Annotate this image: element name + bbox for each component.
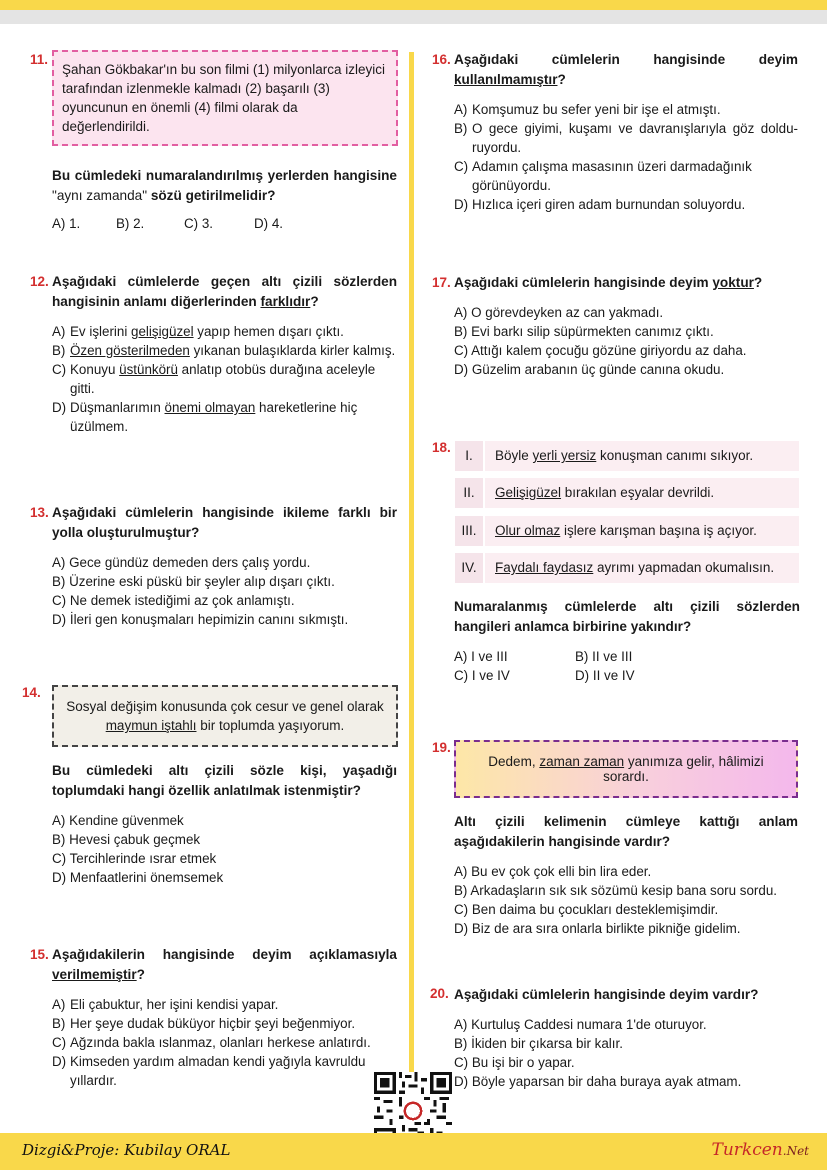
option-c[interactable]: C) Ben daima bu çocukları desteklemişimdir. xyxy=(454,902,719,917)
question-number: 14. xyxy=(22,685,41,700)
question-16 xyxy=(432,50,804,214)
question-19 xyxy=(432,740,804,938)
option-d[interactable]: D) Hızlıca içeri giren adam burnundan soluyordu. xyxy=(454,197,746,212)
question-number: 11. xyxy=(30,52,49,67)
option-d[interactable]: D) Güzelim arabanın üç günde canına okudu. xyxy=(454,362,725,377)
question-number: 15. xyxy=(30,947,49,962)
question-16-options xyxy=(454,100,798,214)
option-c[interactable]: C) Ne demek istediğimi az çok anlamıştı. xyxy=(52,593,295,608)
option-a[interactable]: A) Eli çabuktur, her işini kendisi yapar. xyxy=(52,997,279,1012)
question-19-stem: Altı çizili kelimenin cümleye kattığı anlam aşağıdakilerin hangisinde vardır? xyxy=(454,814,798,849)
option-c[interactable]: C) Tercihlerinde ısrar etmek xyxy=(52,851,217,866)
statement-4: IV. Faydalı faydasız ayrımı yapmadan okumalısın. xyxy=(455,553,799,583)
question-18-number: 18. xyxy=(432,440,451,455)
question-19-passage: Dedem, zaman zaman yanımıza gelir, hâlimizi sorardı. xyxy=(454,740,798,798)
statement-2: II. Gelişigüzel bırakılan eşyalar devrildi. xyxy=(455,478,799,508)
question-11-options xyxy=(52,216,400,231)
column-divider xyxy=(409,52,414,1072)
question-12-options xyxy=(52,322,397,436)
option-b[interactable]: B) Hevesi çabuk geçmek xyxy=(52,832,201,847)
question-number: 17. xyxy=(432,275,451,290)
option-b[interactable]: B) İkiden bir çıkarsa bir kalır. xyxy=(454,1036,623,1051)
option-a[interactable]: A) Bu ev çok çok elli bin lira eder. xyxy=(454,864,652,879)
question-11 xyxy=(30,50,400,231)
option-b[interactable]: B) Her şeye dudak büküyor hiçbir şeyi beğenmiyor. xyxy=(52,1016,356,1031)
option-d[interactable]: D) Menfaatlerini önemsemek xyxy=(52,870,224,885)
option-c[interactable]: C) Bu işi bir o yapar. xyxy=(454,1055,575,1070)
question-13 xyxy=(30,503,400,629)
option-b[interactable]: B) Üzerine eski püskü bir şeyler alıp dışarı çıktı. xyxy=(52,574,335,589)
option-a[interactable]: A) Komşumuz bu sefer yeni bir işe el atmıştı. xyxy=(454,102,721,117)
question-20-stem: Aşağıdaki cümlelerin hangisinde deyim vardır? xyxy=(454,987,759,1002)
option-a[interactable]: A) 1. xyxy=(52,216,81,231)
option-b[interactable]: B) Özen gösterilmeden yıkanan bulaşıklarda kirler kalmış. xyxy=(52,343,396,358)
question-15 xyxy=(30,945,400,1090)
site-logo[interactable]: Turkcen.Net xyxy=(711,1140,809,1160)
question-12-stem: Aşağıdaki cümlelerde geçen altı çizili sözlerden hangisinin anlamı diğerlerinden farklıdır? xyxy=(52,274,397,309)
top-accent-bar xyxy=(0,0,827,10)
question-number: 19. xyxy=(432,740,451,755)
question-17-options xyxy=(454,303,804,379)
question-number: 12. xyxy=(30,274,49,289)
option-c[interactable]: C) Attığı kalem çocuğu gözüne giriyordu az daha. xyxy=(454,343,747,358)
question-16-stem: Aşağıdaki cümlelerin hangisinde deyim kullanılmamıştır? xyxy=(454,52,798,87)
question-12 xyxy=(30,272,400,436)
question-14-options xyxy=(52,811,400,887)
option-b[interactable]: B) Arkadaşların sık sık sözümü kesip bana soru sordu. xyxy=(454,883,778,898)
option-d[interactable]: D) İleri gen konuşmaları hepimizin canını sıkmıştı. xyxy=(52,612,349,627)
option-b[interactable]: B) II ve III xyxy=(575,649,633,664)
option-b[interactable]: B) O gece giyimi, kuşamı ve davranışlarıyla göz doldu-ruyordu. xyxy=(454,121,798,155)
question-number: 13. xyxy=(30,505,49,520)
top-grey-band xyxy=(0,10,827,24)
question-11-stem: Bu cümledeki numaralandırılmış yerlerden hangisine "aynı zamanda" sözü getirilmelidir? xyxy=(52,168,397,203)
option-b[interactable]: B) 2. xyxy=(116,216,145,231)
option-a[interactable]: A) Kurtuluş Caddesi numara 1'de oturuyor. xyxy=(454,1017,707,1032)
statement-3: III. Olur olmaz işlere karışman başına iş açıyor. xyxy=(455,516,799,546)
footer-bar xyxy=(0,1133,827,1170)
option-c[interactable]: C) 3. xyxy=(184,216,214,231)
option-a[interactable]: A) I ve III xyxy=(454,649,508,664)
option-c[interactable]: C) Konuyu üstünkörü anlatıp otobüs durağına aceleyle gitti. xyxy=(52,362,376,396)
question-20-options xyxy=(454,1015,802,1091)
question-14-stem: Bu cümledeki altı çizili sözle kişi, yaşadığı toplumdaki hangi özellik anlatılmak istenmiştir? xyxy=(52,763,397,798)
option-d[interactable]: D) II ve IV xyxy=(575,668,635,683)
question-11-passage: Şahan Gökbakar'ın bu son filmi (1) milyonlarca izleyici tarafından izlenmekle kalmadı (2) başarılı (3) oyuncunun en önemli (4) filmi olarak da değerlendirildi. xyxy=(52,50,398,146)
question-14 xyxy=(22,685,400,887)
question-18-options xyxy=(454,647,800,685)
option-a[interactable]: A) Ev işlerini gelişigüzel yapıp hemen dışarı çıktı. xyxy=(52,324,344,339)
option-a[interactable]: A) O görevdeyken az can yakmadı. xyxy=(454,305,664,320)
question-18-stem: Numaralanmış cümlelerde altı çizili sözlerden hangileri anlamca birbirine yakındır? xyxy=(454,599,800,634)
question-13-options xyxy=(52,553,400,629)
option-a[interactable]: A) Gece gündüz demeden ders çalış yordu. xyxy=(52,555,311,570)
option-b[interactable]: B) Evi barkı silip süpürmekten canımız çıktı. xyxy=(454,324,714,339)
question-13-stem: Aşağıdaki cümlelerin hangisinde ikileme farklı bir yolla oluşturulmuştur? xyxy=(52,505,397,540)
footer-credit: Dizgi&Proje: Kubilay ORAL xyxy=(22,1141,231,1159)
question-17-stem: Aşağıdaki cümlelerin hangisinde deyim yoktur? xyxy=(454,275,763,290)
question-19-options xyxy=(454,862,804,938)
question-17 xyxy=(432,273,804,379)
question-14-passage: Sosyal değişim konusunda çok cesur ve genel olarak maymun iştahlı bir toplumda yaşıyorum. xyxy=(52,685,398,747)
question-20 xyxy=(430,985,802,1091)
option-c[interactable]: C) Adamın çalışma masasının üzeri darmadağınık görünüyordu. xyxy=(454,159,752,193)
option-c[interactable]: C) Ağzında bakla ıslanmaz, olanları herkese anlatırdı. xyxy=(52,1035,371,1050)
option-d[interactable]: D) Biz de ara sıra onlarla birlikte pikniğe gidelim. xyxy=(454,921,741,936)
statement-1: I. Böyle yerli yersiz konuşman canımı sıkıyor. xyxy=(455,441,799,471)
option-d[interactable]: D) Böyle yaparsan bir daha buraya ayak atmam. xyxy=(454,1074,742,1089)
question-18 xyxy=(454,597,800,685)
question-15-stem: Aşağıdakilerin hangisinde deyim açıklamasıyla verilmemiştir? xyxy=(52,947,397,982)
option-a[interactable]: A) Kendine güvenmek xyxy=(52,813,184,828)
question-number: 16. xyxy=(432,52,451,67)
question-15-options xyxy=(52,995,392,1090)
option-d[interactable]: D) 4. xyxy=(254,216,284,231)
option-d[interactable]: D) Düşmanlarımın önemi olmayan hareketlerine hiç üzülmem. xyxy=(52,400,358,434)
question-number: 20. xyxy=(430,986,449,1001)
option-c[interactable]: C) I ve IV xyxy=(454,668,510,683)
option-d[interactable]: D) Kimseden yardım almadan kendi yağıyla kavruldu yıllardır. xyxy=(52,1054,366,1088)
